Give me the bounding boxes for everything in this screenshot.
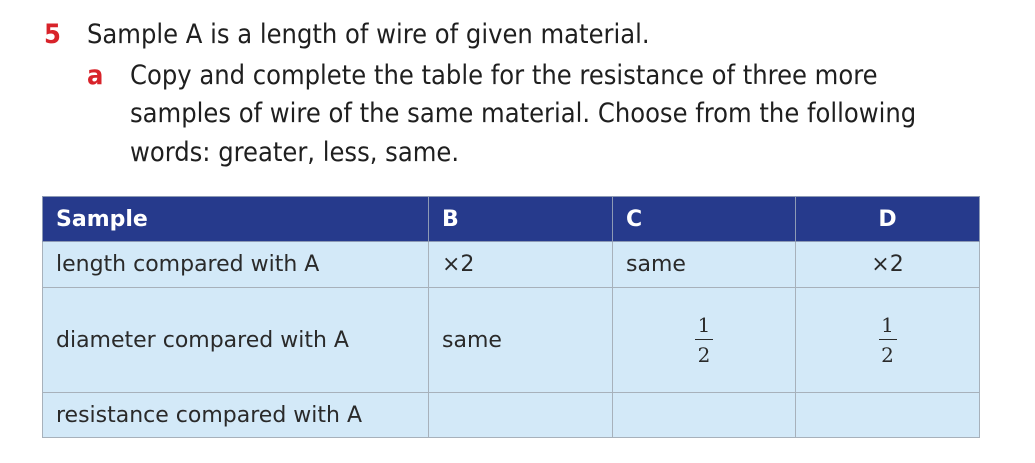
question-5: [44, 16, 650, 54]
fraction-denominator: 2: [881, 343, 894, 367]
header-c: C: [613, 197, 796, 242]
part-a-text-3: words: greater, less, same.: [130, 137, 460, 168]
cell-length-d: ×2: [796, 242, 980, 288]
resistance-table: [42, 196, 980, 438]
table-row-diameter: [43, 288, 980, 393]
fraction-numerator: 1: [697, 313, 711, 337]
table-row-length: [43, 242, 980, 288]
cell-resistance-b[interactable]: [429, 393, 613, 438]
fraction-half: [879, 314, 897, 366]
header-b: B: [429, 197, 613, 242]
cell-length-c: same: [613, 242, 796, 288]
cell-resistance-c[interactable]: [613, 393, 796, 438]
cell-resistance-d[interactable]: [796, 393, 980, 438]
table-row-resistance: [43, 393, 980, 438]
part-a-text-2: samples of wire of the same material. Choose from the following: [130, 98, 917, 129]
row-label-resistance: resistance compared with A: [43, 393, 429, 438]
header-d: D: [796, 197, 980, 242]
fraction-denominator: 2: [697, 343, 711, 367]
header-sample: Sample: [43, 197, 429, 242]
part-a-line-1: [87, 57, 878, 95]
fraction-bar: [879, 339, 897, 340]
fraction-half: [695, 314, 713, 366]
cell-diameter-d: [796, 288, 980, 393]
part-a-text-1: Copy and complete the table for the resistance of three more: [130, 60, 878, 91]
fraction-bar: [695, 339, 713, 340]
fraction-numerator: 1: [881, 313, 894, 337]
row-label-length: length compared with A: [43, 242, 429, 288]
part-letter: a: [87, 60, 104, 91]
row-label-diameter: diameter compared with A: [43, 288, 429, 393]
question-text: Sample A is a length of wire of given material.: [87, 19, 650, 50]
table-header-row: [43, 197, 980, 242]
cell-diameter-b: same: [429, 288, 613, 393]
cell-diameter-c: [613, 288, 796, 393]
question-number: 5: [44, 19, 61, 50]
cell-length-b: ×2: [429, 242, 613, 288]
